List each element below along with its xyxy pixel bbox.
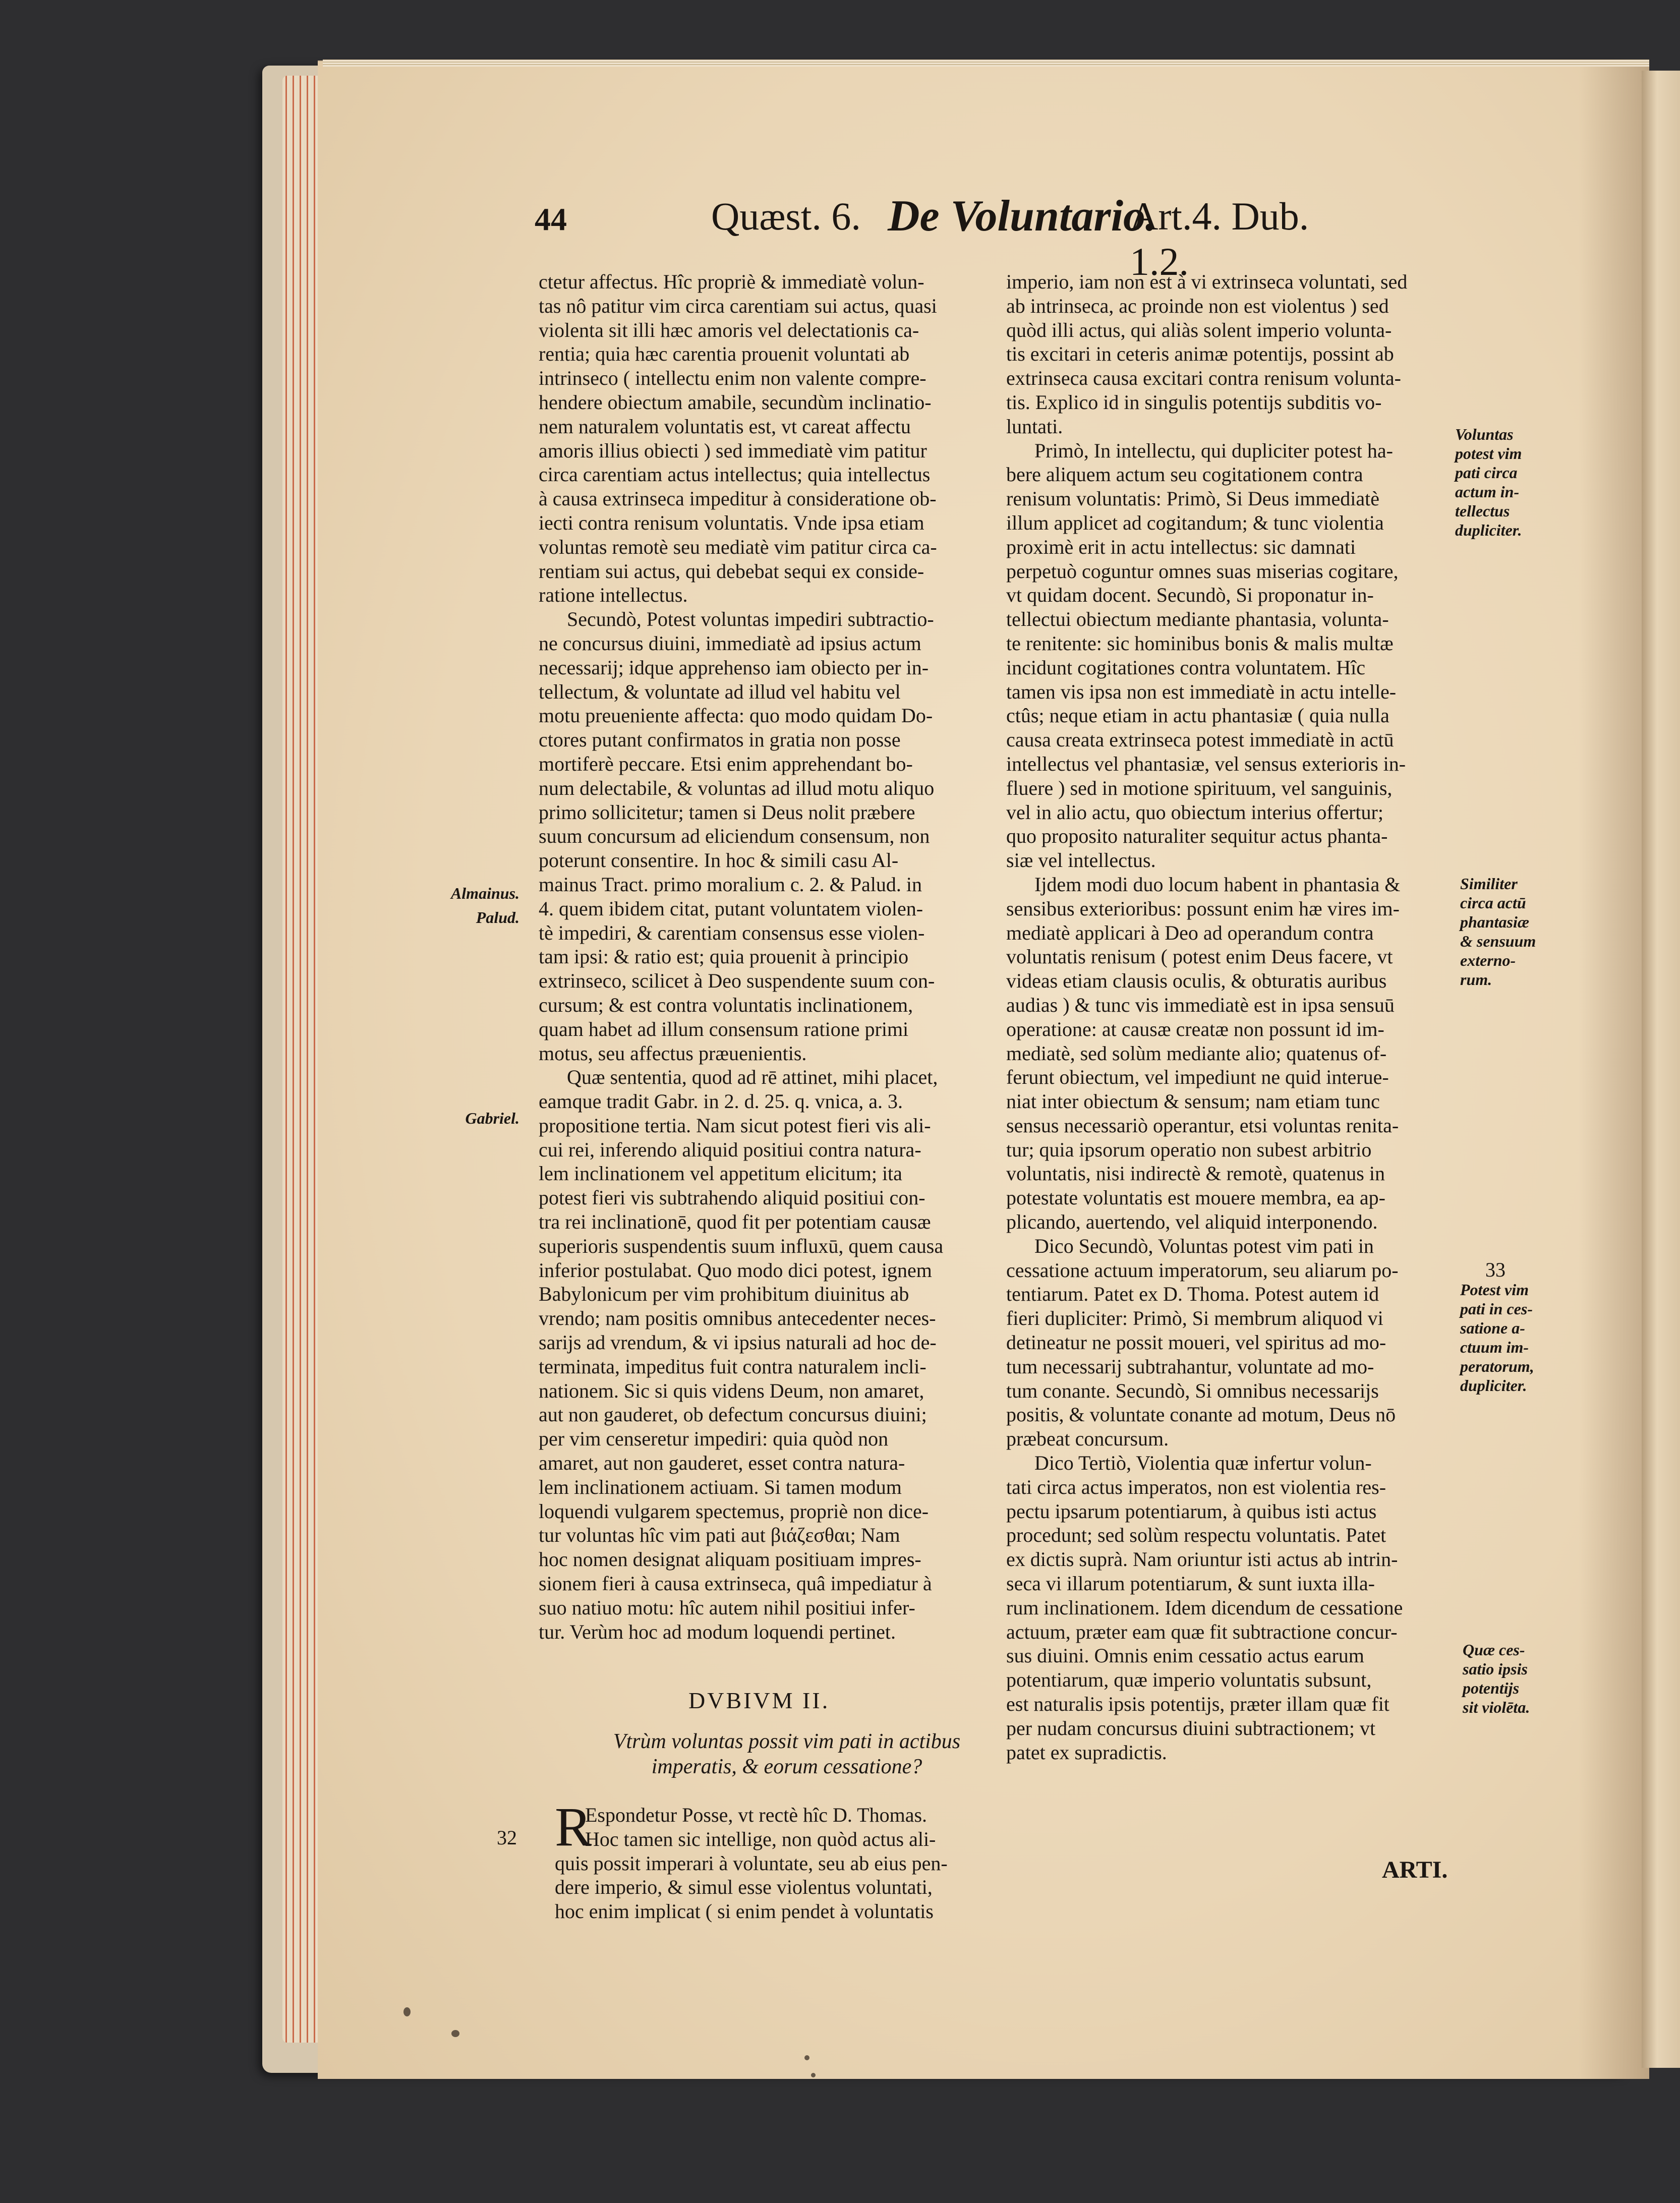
text-line: mediatè, sed solùm mediante alio; quatenus of- bbox=[1006, 1041, 1387, 1065]
margin-note-almainus: Almainus. bbox=[450, 884, 519, 902]
text-line: mortiferè peccare. Etsi enim apprehendant bo- bbox=[539, 752, 913, 775]
text-line: sensus necessariò operantur, etsi voluntas renita- bbox=[1006, 1114, 1399, 1137]
margin-note-line: sit violēta. bbox=[1463, 1698, 1530, 1716]
text-line: luntati. bbox=[1006, 415, 1063, 438]
head-article: Art.4. Dub. 1.2. bbox=[1130, 194, 1309, 283]
text-line: positis, & voluntate conante ad motum, Deus nō bbox=[1006, 1403, 1396, 1426]
text-line: motus, seu affectus præuenientis. bbox=[539, 1041, 807, 1065]
text-line: detineatur ne possit moueri, vel spiritus ad mo- bbox=[1006, 1331, 1386, 1354]
text-line: tas nô patitur vim circa carentiam sui actus, quasi bbox=[539, 294, 937, 317]
page-number: 44 bbox=[535, 201, 567, 237]
text-line: ferunt obiectum, vel impediunt ne quid interue- bbox=[1006, 1066, 1389, 1089]
text-line: primo sollicitetur; tamen si Deus nolit præbere bbox=[539, 800, 915, 824]
text-line: vel in alio actu, quo obiectum interius offertur; bbox=[1006, 800, 1383, 824]
dubium-question bbox=[585, 1729, 989, 1779]
text-line: sus diuini. Omnis enim cessatio actus earum bbox=[1006, 1644, 1364, 1667]
text-line: operatione: at causæ creatæ non possunt id im- bbox=[1006, 1017, 1384, 1040]
text-line: ctûs; neque etiam in actu phantasiæ ( quia nulla bbox=[1006, 704, 1389, 727]
head-title: De Voluntario. bbox=[888, 192, 1157, 241]
text-line: siæ vel intellectus. bbox=[1006, 849, 1156, 872]
margin-note-line: dupliciter. bbox=[1455, 521, 1522, 539]
text-line: fluere ) sed in motione spirituum, vel sanguinis, bbox=[1006, 776, 1393, 799]
text-line: audias ) & tunc vis immediatè est in ipsa sensuū bbox=[1006, 993, 1395, 1016]
text-line: ab intrinseca, ac proinde non est violentus ) sed bbox=[1006, 294, 1389, 317]
text-line: suum concursum ad eliciendum consensum, non bbox=[539, 825, 930, 848]
text-line: tis excitari in ceteris animæ potentijs, possint ab bbox=[1006, 342, 1394, 366]
margin-note-line: satione a- bbox=[1460, 1319, 1525, 1337]
margin-note-potentijs bbox=[1463, 1640, 1553, 1717]
margin-number-33: 33 bbox=[1485, 1258, 1505, 1281]
text-line: tentiarum. Patet ex D. Thoma. Potest autem id bbox=[1006, 1283, 1379, 1306]
text-line: bere aliquem actum seu cogitationem contra bbox=[1006, 463, 1363, 486]
text-line: præbeat concursum. bbox=[1006, 1427, 1169, 1451]
text-line: ctores putant confirmatos in gratia non posse bbox=[539, 728, 901, 751]
text-line: nationem. Sic si quis videns Deum, non amaret, bbox=[539, 1379, 924, 1402]
text-line: procedunt; sed solùm respectu voluntatis. Patet bbox=[1006, 1524, 1386, 1547]
text-line: tum conante. Secundò, Si omnibus necessarijs bbox=[1006, 1379, 1379, 1402]
margin-note-line: Similiter bbox=[1460, 875, 1518, 893]
text-line: tur voluntas hîc vim pati aut βιάζεσθαι; Nam bbox=[539, 1524, 900, 1547]
text-line: intrinseco ( intellectu enim non valente compre- bbox=[539, 367, 926, 390]
facing-page-edge bbox=[1642, 71, 1680, 2068]
text-line: rum inclinationem. Idem dicendum de cessatione bbox=[1006, 1596, 1403, 1619]
text-line: intellectus vel phantasiæ, vel sensus exterioris in- bbox=[1006, 752, 1406, 775]
margin-note-cessatio bbox=[1460, 1280, 1561, 1395]
text-line: voluntatis renisum ( potest enim Deus facere, vt bbox=[1006, 945, 1393, 968]
text-line: extrinseca causa excitari contra renisum volunta- bbox=[1006, 367, 1401, 390]
dubium-question-line: imperatis, & eorum cessatione? bbox=[651, 1755, 922, 1778]
text-line: potestate voluntatis est mouere membra, ea ap- bbox=[1006, 1186, 1385, 1209]
margin-note-line: Potest vim bbox=[1460, 1281, 1529, 1299]
text-line: superioris suspendentis suum influxū, quem causa bbox=[539, 1234, 944, 1257]
text-line: loquendi vulgarem spectemus, propriè non dice- bbox=[539, 1499, 929, 1523]
text-line: per vim censeretur impediri: quia quòd non bbox=[539, 1427, 889, 1451]
text-line: nem naturalem voluntatis est, vt careat affectu bbox=[539, 415, 911, 438]
text-line: mainus Tract. primo moralium c. 2. & Palud. in bbox=[539, 873, 922, 896]
text-line: incidunt cogitationes contra voluntatem. Hîc bbox=[1006, 656, 1366, 679]
text-line: circa carentiam actus intellectus; quia intellectus bbox=[539, 463, 931, 486]
text-line: sensibus exterioribus: possunt enim hæ vires im- bbox=[1006, 897, 1400, 920]
text-line: eamque tradit Gabr. in 2. d. 25. q. vnica, a. 3. bbox=[539, 1090, 903, 1113]
right-column bbox=[1006, 270, 1460, 1764]
red-page-edges bbox=[282, 76, 318, 2043]
text-line: perpetuò coguntur omnes suas miserias cogitare, bbox=[1006, 559, 1399, 583]
drop-cap: R bbox=[555, 1796, 592, 1858]
text-line: illum applicet ad cogitandum; & tunc violentia bbox=[1006, 511, 1384, 534]
dubium-question-line: Vtrùm voluntas possit vim pati in actibus bbox=[613, 1730, 961, 1753]
text-line: ratione intellectus. bbox=[539, 584, 688, 607]
text-line: Dico Tertiò, Violentia quæ infertur volun- bbox=[1034, 1452, 1372, 1475]
text-line: amoris illius obiecti ) sed immediatè vim patitur bbox=[539, 439, 927, 462]
text-line: fieri dupliciter: Primò, Si membrum aliquod vi bbox=[1006, 1307, 1383, 1330]
text-line: ex dictis suprà. Nam oriuntur isti actus ab intrin- bbox=[1006, 1548, 1398, 1571]
dubium-answer bbox=[555, 1796, 1004, 1924]
text-line: rentiam sui actus, qui debebat sequi ex conside- bbox=[539, 559, 924, 583]
answer-line: quis possit imperari à voluntate, seu ab eius pen- bbox=[555, 1851, 948, 1875]
text-line: voluntatis, nisi indirectè & remotè, quatenus in bbox=[1006, 1162, 1385, 1185]
answer-line: hoc enim implicat ( si enim pendet à voluntatis bbox=[555, 1900, 934, 1923]
left-column bbox=[539, 270, 1003, 1644]
text-line: hoc nomen designat aliquam positiuam impres- bbox=[539, 1548, 921, 1571]
text-line: lem inclinationem actiuam. Si tamen modum bbox=[539, 1475, 902, 1498]
text-line: tellectum, & voluntate ad illud vel habitu vel bbox=[539, 680, 901, 703]
text-line: est naturalis ipsis potentijs, præter illam quæ fit bbox=[1006, 1693, 1389, 1716]
text-line: tur. Verùm hoc ad modum loquendi pertinet. bbox=[539, 1620, 896, 1643]
text-line: suo natiuo motu: hîc autem nihil positiui infer- bbox=[539, 1596, 915, 1619]
text-line: cursum; & est contra voluntatis inclinationem, bbox=[539, 993, 913, 1016]
margin-note-line: peratorum, bbox=[1460, 1357, 1534, 1375]
text-line: à causa extrinseca impeditur à consideratione ob- bbox=[539, 487, 937, 510]
margin-note-line: potest vim bbox=[1455, 444, 1522, 462]
ink-spot bbox=[811, 2073, 816, 2077]
margin-note-line: & sensuum bbox=[1460, 932, 1536, 950]
text-line: seca vi illarum potentiarum, & sunt iuxta illa- bbox=[1006, 1572, 1375, 1595]
margin-note-line: rum. bbox=[1460, 970, 1492, 989]
catchword: ARTI. bbox=[1382, 1857, 1448, 1883]
text-line: tra rei inclinationē, quod fit per potentiam causæ bbox=[539, 1210, 931, 1234]
text-line: aut non gauderet, ob defectum concursus diuini; bbox=[539, 1403, 927, 1426]
text-line: Primò, In intellectu, qui dupliciter potest ha- bbox=[1034, 439, 1393, 462]
margin-note-gabriel: Gabriel. bbox=[465, 1109, 519, 1127]
text-line: ctetur affectus. Hîc propriè & immediatè volun- bbox=[539, 270, 924, 293]
text-line: iecti contra renisum voluntatis. Vnde ipsa etiam bbox=[539, 511, 924, 534]
text-line: tis. Explico id in singulis potentijs subditis vo- bbox=[1006, 390, 1382, 414]
page-top-edge bbox=[323, 60, 1649, 67]
text-line: actuum, præter eam quæ fit subtractione concur- bbox=[1006, 1620, 1398, 1643]
text-line: potentiarum, quæ imperio voluntatis subsunt, bbox=[1006, 1668, 1372, 1692]
margin-note-palud: Palud. bbox=[476, 908, 519, 926]
margin-note-line: pati in ces- bbox=[1460, 1300, 1533, 1318]
text-line: Ijdem modi duo locum habent in phantasia & bbox=[1034, 873, 1401, 896]
text-line: videas etiam clausis oculis, & obturatis auribus bbox=[1006, 969, 1387, 993]
text-line: vrendo; nam positis omnibus antecedenter neces- bbox=[539, 1307, 936, 1330]
text-line: patet ex supradictis. bbox=[1006, 1741, 1167, 1764]
margin-number-32: 32 bbox=[497, 1826, 517, 1849]
text-line: hendere obiectum amabile, secundùm inclinatio- bbox=[539, 390, 932, 414]
answer-line: dere imperio, & simul esse violentus voluntati, bbox=[555, 1876, 933, 1899]
text-line: necessarij; idque apprehenso iam obiecto per in- bbox=[539, 656, 929, 679]
text-line: tellectui obiectum mediante phantasia, volunta- bbox=[1006, 608, 1389, 631]
text-line: vt quidam docent. Secundò, Si proponatur in- bbox=[1006, 584, 1374, 607]
text-line: num delectabile, & voluntas ad illud motu aliquo bbox=[539, 776, 935, 799]
margin-note-line: pati circa bbox=[1455, 463, 1518, 482]
margin-note-phantasia bbox=[1460, 874, 1561, 989]
text-line: amaret, aut non gauderet, esset contra natura- bbox=[539, 1452, 905, 1475]
text-line: propositione tertia. Nam sicut potest fieri vis ali- bbox=[539, 1114, 931, 1137]
text-line: causa creata extrinseca potest immediatè in actū bbox=[1006, 728, 1394, 751]
text-line: 4. quem ibidem citat, putant voluntatem violen- bbox=[539, 897, 923, 920]
margin-note-line: phantasiæ bbox=[1460, 913, 1529, 931]
text-line: sarijs ad vrendum, & vi ipsius naturali ad hoc de- bbox=[539, 1331, 937, 1354]
text-line: proximè erit in actu intellectus: sic damnati bbox=[1006, 535, 1356, 558]
margin-note-line: externo- bbox=[1460, 951, 1516, 969]
head-question: Quæst. 6. bbox=[711, 194, 861, 238]
text-line: voluntas remotè seu mediatè vim patitur circa ca- bbox=[539, 535, 937, 558]
text-line: lem inclinationem vel appetitum elicitum; ita bbox=[539, 1162, 902, 1185]
text-line: ne concursus diuini, immediatè ad ipsius actum bbox=[539, 631, 921, 655]
text-line: tati circa actus imperatos, non est violentia res- bbox=[1006, 1475, 1386, 1498]
text-line: Quæ sententia, quod ad rē attinet, mihi placet, bbox=[567, 1066, 938, 1089]
text-line: tamen vis ipsa non est immediatè in actu intelle- bbox=[1006, 680, 1397, 703]
margin-note-line: satio ipsis bbox=[1463, 1660, 1528, 1678]
margin-note-line: actum in- bbox=[1455, 483, 1520, 501]
text-line: inferior postulabat. Quo modo dici potest, ignem bbox=[539, 1258, 932, 1282]
text-line: extrinseco, scilicet à Deo suspendente suum con- bbox=[539, 969, 935, 993]
text-line: cui rei, inferendo aliquid positiui contra natura- bbox=[539, 1138, 921, 1161]
text-line: Babylonicum per vim prohibitum diuinitus ab bbox=[539, 1283, 909, 1306]
margin-note-line: circa actū bbox=[1460, 894, 1526, 912]
text-line: Secundò, Potest voluntas impediri subtractio- bbox=[567, 608, 934, 631]
text-line: imperio, iam non est à vi extrinseca voluntati, sed bbox=[1006, 270, 1408, 293]
text-line: quam habet ad illum consensum ratione primi bbox=[539, 1017, 909, 1040]
text-line: rentia; quia hæc carentia prouenit voluntati ab bbox=[539, 342, 910, 366]
text-line: tè impediri, & carentiam consensus esse violen- bbox=[539, 921, 925, 944]
margin-note-line: dupliciter. bbox=[1460, 1376, 1527, 1395]
text-line: motu preueniente affecta: quo modo quidam Do- bbox=[539, 704, 933, 727]
text-line: cessatione actuum imperatorum, seu aliarum po- bbox=[1006, 1258, 1399, 1282]
text-line: tur; quia ipsorum operatio non subest arbitrio bbox=[1006, 1138, 1372, 1161]
text-line: quòd illi actus, qui aliàs solent imperio volunta- bbox=[1006, 318, 1392, 341]
margin-note-line: Voluntas bbox=[1455, 425, 1514, 443]
text-line: plicando, auertendo, vel aliquid interponendo. bbox=[1006, 1210, 1378, 1234]
ink-spot bbox=[804, 2055, 809, 2060]
text-line: pectu ipsarum potentiarum, à quibus isti actus bbox=[1006, 1499, 1377, 1523]
text-line: violenta sit illi hæc amoris vel delectationis ca- bbox=[539, 318, 919, 341]
text-line: renisum voluntatis: Primò, Si Deus immediatè bbox=[1006, 487, 1379, 510]
text-line: poterunt consentire. In hoc & simili casu Al- bbox=[539, 849, 899, 872]
text-line: potest fieri vis subtrahendo aliquid positiui con- bbox=[539, 1186, 925, 1209]
text-line: mediatè applicari à Deo ad operandum contra bbox=[1006, 921, 1374, 944]
text-line: tum necessarij subtrahantur, voluntate ad mo- bbox=[1006, 1355, 1374, 1378]
text-line: sionem fieri à causa extrinseca, quâ impediatur à bbox=[539, 1572, 932, 1595]
gutter-shadow bbox=[1579, 62, 1649, 2079]
answer-line: Espondetur Posse, vt rectè hîc D. Thomas. bbox=[585, 1804, 928, 1826]
margin-note-line: potentijs bbox=[1463, 1679, 1520, 1697]
ink-spot bbox=[451, 2030, 459, 2037]
margin-note-line: tellectus bbox=[1455, 502, 1510, 520]
text-line: quo proposito naturaliter sequitur actus phanta- bbox=[1006, 825, 1388, 848]
text-line: per nudam concursus diuini subtractionem; vt bbox=[1006, 1716, 1376, 1740]
text-line: terminata, impeditus fuit contra naturalem incli- bbox=[539, 1355, 926, 1378]
ink-spot bbox=[403, 2007, 411, 2016]
margin-note-intellectus bbox=[1455, 425, 1556, 540]
answer-line: Hoc tamen sic intellige, non quòd actus ali- bbox=[585, 1827, 936, 1850]
margin-note-line: Quæ ces- bbox=[1463, 1641, 1525, 1659]
text-line: tam ipsi: & ratio est; quia prouenit à principio bbox=[539, 945, 909, 968]
dubium-heading: DVBIVM II. bbox=[688, 1688, 830, 1713]
text-line: te renitente: sic hominibus bonis & malis multæ bbox=[1006, 631, 1394, 655]
text-line: niat inter obiectum & sensum; nam etiam tunc bbox=[1006, 1090, 1380, 1113]
text-line: Dico Secundò, Voluntas potest vim pati in bbox=[1034, 1234, 1374, 1257]
margin-note-line: ctuum im- bbox=[1460, 1338, 1529, 1356]
